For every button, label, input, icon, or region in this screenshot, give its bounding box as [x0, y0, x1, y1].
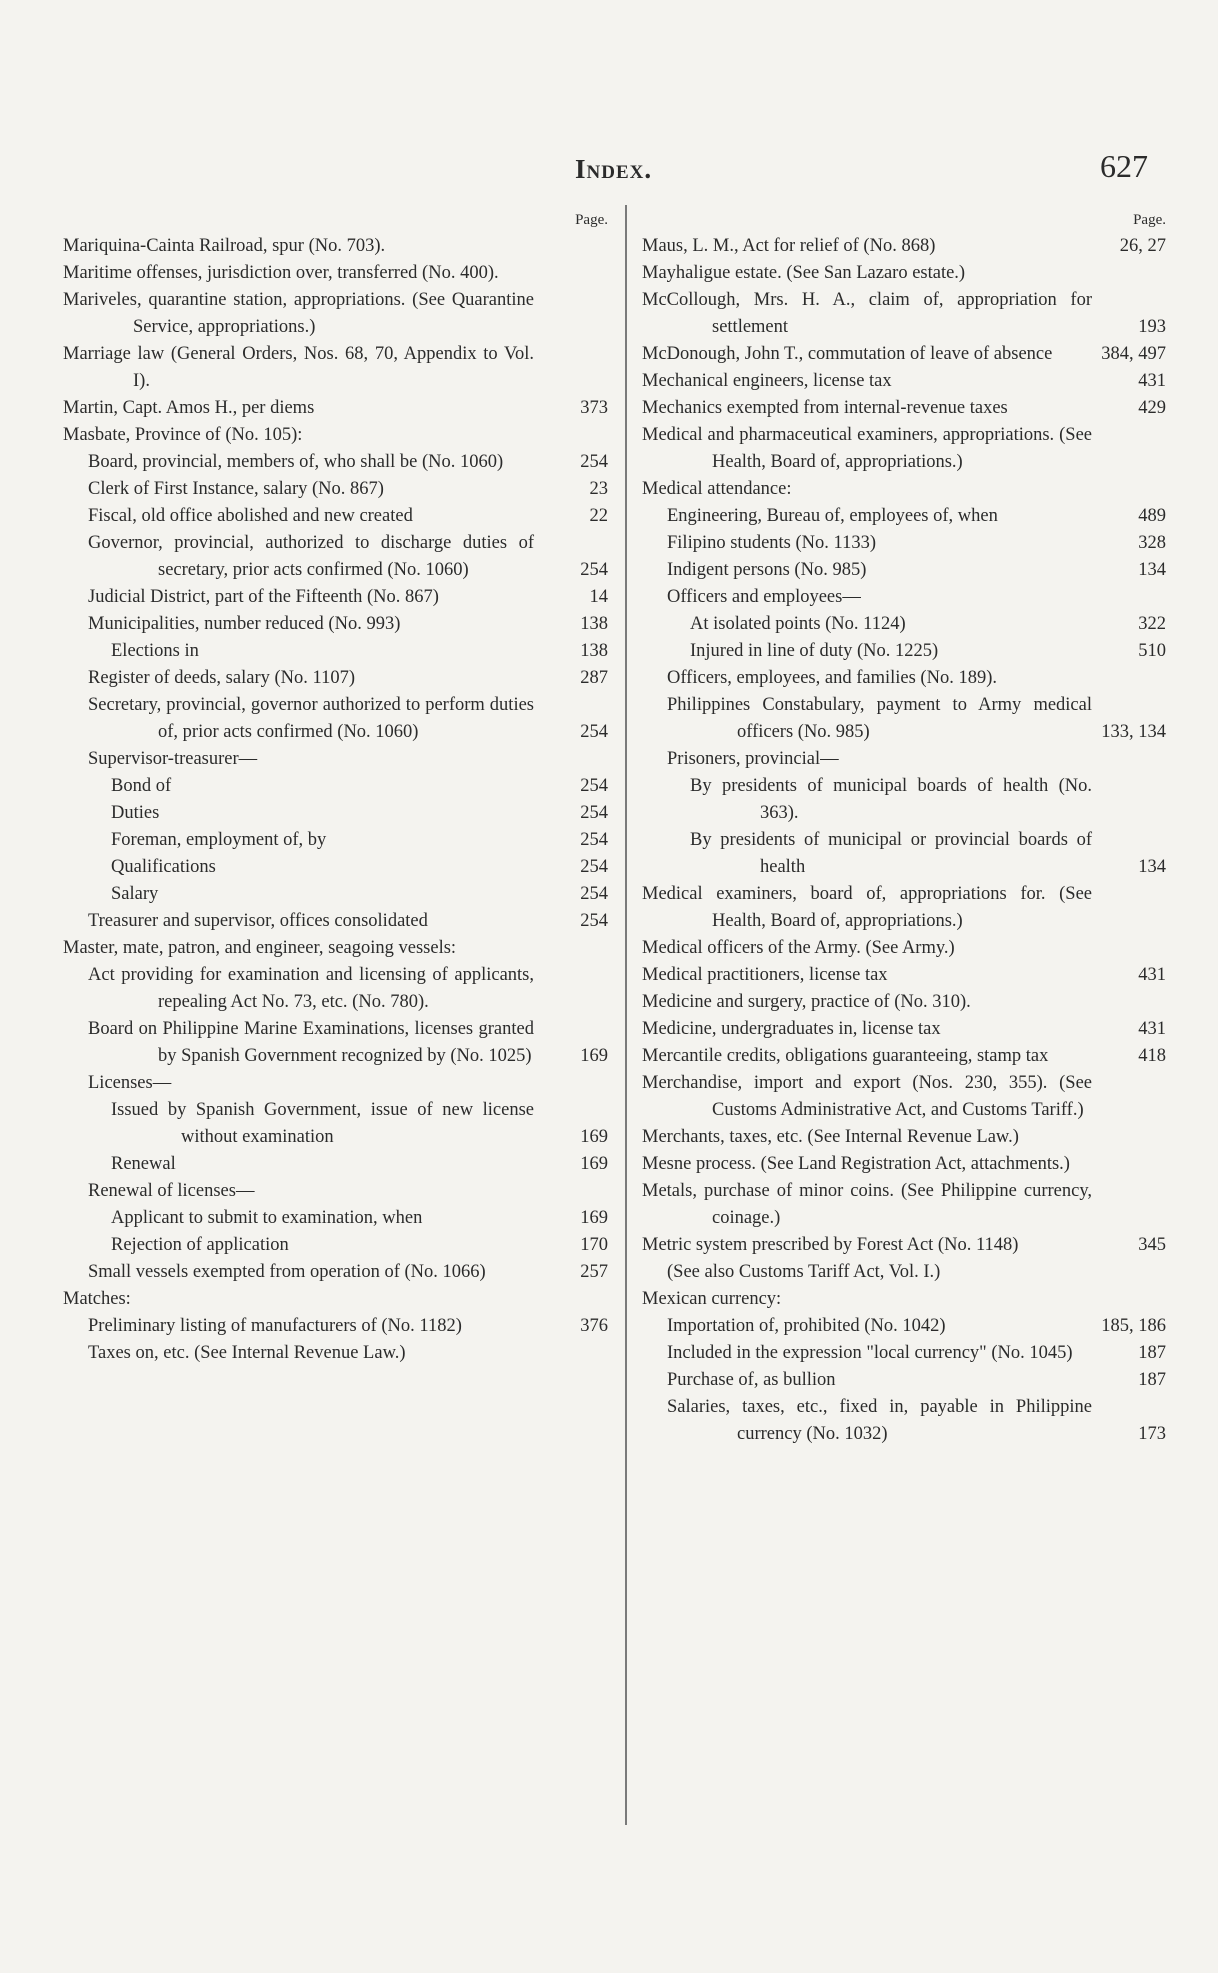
index-entry	[642, 1070, 1166, 1124]
index-entry-text: (See also Customs Tariff Act, Vol. I.)	[667, 1262, 941, 1282]
index-entry	[642, 530, 1166, 557]
index-entry-page: 254	[580, 560, 608, 580]
index-entry-page: 257	[580, 1262, 608, 1282]
index-entry-text: Municipalities, number reduced (No. 993)	[88, 614, 401, 634]
index-entry-text: Officers and employees—	[667, 587, 861, 607]
index-entry-page: 134	[1138, 857, 1166, 877]
index-entry-text: Elections in	[111, 641, 199, 661]
index-entry-text: Salaries, taxes, etc., fixed in, payable in Philippine currency (No. 1032)	[667, 1397, 1092, 1444]
index-entry	[642, 503, 1166, 530]
index-entry	[642, 1259, 1166, 1286]
index-entry	[642, 827, 1166, 881]
index-entry	[642, 233, 1166, 260]
index-entry-text: Taxes on, etc. (See Internal Revenue Law.)	[88, 1343, 406, 1363]
index-entry-text: Philippines Constabulary, payment to Army medical officers (No. 985)	[667, 695, 1092, 742]
index-entry-text: Importation of, prohibited (No. 1042)	[667, 1316, 946, 1336]
index-entry	[642, 287, 1166, 341]
index-entry-page: 134	[1138, 560, 1166, 580]
index-entry	[642, 1367, 1166, 1394]
index-entry-page: 173	[1138, 1424, 1166, 1444]
index-entry	[63, 233, 608, 260]
index-entry-text: Filipino students (No. 1133)	[667, 533, 876, 553]
index-entry-text: Duties	[111, 803, 160, 823]
index-entry-text: Act providing for examination and licensing of applicants, repealing Act No. 73, etc. (No. 780).	[88, 965, 534, 1012]
index-entry	[63, 287, 608, 341]
index-entry-text: By presidents of municipal boards of health (No. 363).	[690, 776, 1092, 823]
index-entry	[642, 476, 1166, 503]
index-entry-page: 170	[580, 1235, 608, 1255]
index-entry-page: 254	[580, 857, 608, 877]
index-entry	[63, 1178, 608, 1205]
index-entry-text: Maus, L. M., Act for relief of (No. 868)	[642, 236, 936, 256]
column-divider	[625, 205, 627, 1825]
index-entry-text: Board on Philippine Marine Examinations, licenses granted by Spanish Government recognized by (No. 1025)	[88, 1019, 534, 1066]
index-entry-page: 254	[580, 776, 608, 796]
index-entry	[63, 395, 608, 422]
index-entry-page: 376	[580, 1316, 608, 1336]
index-entry-page: 138	[580, 614, 608, 634]
index-entry-text: Clerk of First Instance, salary (No. 867)	[88, 479, 384, 499]
index-entry	[63, 773, 608, 800]
index-entry-page: 418	[1138, 1046, 1166, 1066]
index-entry	[642, 935, 1166, 962]
index-entry-text: Fiscal, old office abolished and new created	[88, 506, 413, 526]
index-entry-text: At isolated points (No. 1124)	[690, 614, 906, 634]
page-title: Index.	[575, 154, 653, 184]
index-entry	[63, 260, 608, 287]
index-entry	[63, 665, 608, 692]
index-entry-page: 373	[580, 398, 608, 418]
index-entry-text: Medical and pharmaceutical examiners, appropriations. (See Health, Board of, appropriations.)	[642, 425, 1092, 472]
index-entry-text: Judicial District, part of the Fifteenth (No. 867)	[88, 587, 439, 607]
index-entry	[642, 692, 1166, 746]
index-entry-text: Marriage law (General Orders, Nos. 68, 70, Appendix to Vol. I).	[63, 344, 534, 391]
index-entry	[642, 395, 1166, 422]
index-entry	[63, 827, 608, 854]
index-entry	[63, 584, 608, 611]
index-entry-text: Metric system prescribed by Forest Act (No. 1148)	[642, 1235, 1019, 1255]
index-entry-text: Metals, purchase of minor coins. (See Philippine currency, coinage.)	[642, 1181, 1092, 1228]
index-entry-page: 193	[1138, 317, 1166, 337]
index-entry	[63, 1232, 608, 1259]
index-entry	[63, 908, 608, 935]
index-entry-page: 23	[589, 479, 608, 499]
index-entry	[642, 1313, 1166, 1340]
index-entry-text: Secretary, provincial, governor authorized to perform duties of, prior acts confirmed (No. 1060)	[88, 695, 534, 742]
index-entry	[63, 530, 608, 584]
index-entry-page: 287	[580, 668, 608, 688]
index-entry-text: McCollough, Mrs. H. A., claim of, appropriation for settlement	[642, 290, 1092, 337]
index-entry-page: 328	[1138, 533, 1166, 553]
index-entry	[63, 638, 608, 665]
index-entry-text: Preliminary listing of manufacturers of (No. 1182)	[88, 1316, 462, 1336]
index-entry	[642, 989, 1166, 1016]
index-entry-text: Martin, Capt. Amos H., per diems	[63, 398, 315, 418]
index-entry-page: 431	[1138, 371, 1166, 391]
index-entry	[642, 962, 1166, 989]
index-entry-page: 14	[589, 587, 608, 607]
index-entry	[642, 584, 1166, 611]
index-entry-page: 254	[580, 803, 608, 823]
index-entry-text: By presidents of municipal or provincial boards of health	[690, 830, 1092, 877]
index-entry-text: Renewal	[111, 1154, 176, 1174]
index-entry	[63, 341, 608, 395]
index-entry-page: 22	[589, 506, 608, 526]
index-entry-text: Treasurer and supervisor, offices consolidated	[88, 911, 428, 931]
index-entry	[63, 746, 608, 773]
index-entry-text: Medical practitioners, license tax	[642, 965, 888, 985]
index-entry	[63, 962, 608, 1016]
index-entry-text: Foreman, employment of, by	[111, 830, 327, 850]
index-entry	[642, 881, 1166, 935]
index-entry-page: 254	[580, 722, 608, 742]
index-entry-text: Maritime offenses, jurisdiction over, transferred (No. 400).	[63, 263, 499, 283]
index-entry-text: Licenses—	[88, 1073, 172, 1093]
index-entry-page: 489	[1138, 506, 1166, 526]
index-entry-text: Bond of	[111, 776, 172, 796]
index-entry-page: 169	[580, 1127, 608, 1147]
index-entry-page: 254	[580, 452, 608, 472]
index-entry	[63, 449, 608, 476]
index-entry-page: 254	[580, 830, 608, 850]
index-entry-text: Officers, employees, and families (No. 189).	[667, 668, 997, 688]
index-entry-text: Rejection of application	[111, 1235, 289, 1255]
index-entry	[642, 260, 1166, 287]
index-entry-page: 345	[1138, 1235, 1166, 1255]
index-entry	[63, 611, 608, 638]
index-entry-text: Mechanical engineers, license tax	[642, 371, 892, 391]
index-entry-text: Medicine, undergraduates in, license tax	[642, 1019, 941, 1039]
index-entry	[642, 1124, 1166, 1151]
index-entry	[642, 638, 1166, 665]
index-entry	[642, 665, 1166, 692]
index-entry-text: Mariquina-Cainta Railroad, spur (No. 703).	[63, 236, 386, 256]
index-entry	[642, 611, 1166, 638]
page-header	[0, 148, 1218, 188]
index-entry-text: Medicine and surgery, practice of (No. 310).	[642, 992, 971, 1012]
index-entry-page: 138	[580, 641, 608, 661]
index-entry-text: Mechanics exempted from internal-revenue taxes	[642, 398, 1008, 418]
index-entry	[63, 1313, 608, 1340]
index-entry-page: 254	[580, 884, 608, 904]
index-entry-page: 185, 186	[1101, 1316, 1166, 1336]
index-entry	[63, 476, 608, 503]
index-entry-text: Small vessels exempted from operation of (No. 1066)	[88, 1262, 486, 1282]
index-entry-text: Mexican currency:	[642, 1289, 782, 1309]
index-entry	[642, 1178, 1166, 1232]
index-entry-page: 187	[1138, 1370, 1166, 1390]
index-entry-text: Engineering, Bureau of, employees of, when	[667, 506, 998, 526]
index-entry	[642, 341, 1166, 368]
page-column-label: Page.	[575, 212, 608, 228]
page-column-label: Page.	[1133, 212, 1166, 228]
index-entry	[63, 854, 608, 881]
index-entry	[642, 746, 1166, 773]
index-entry	[63, 800, 608, 827]
index-column-left	[63, 210, 608, 1367]
index-entry-text: Mercantile credits, obligations guaranteeing, stamp tax	[642, 1046, 1049, 1066]
index-entry-text: Salary	[111, 884, 159, 904]
index-entry	[63, 1340, 608, 1367]
index-entry	[642, 422, 1166, 476]
index-entry	[642, 1016, 1166, 1043]
index-entry-text: Merchants, taxes, etc. (See Internal Revenue Law.)	[642, 1127, 1019, 1147]
index-entry-page: 169	[580, 1208, 608, 1228]
index-entry-page: 254	[580, 911, 608, 931]
index-entry	[63, 1205, 608, 1232]
index-entry-text: Merchandise, import and export (Nos. 230, 355). (See Customs Administrative Act, and Customs Tariff.)	[642, 1073, 1092, 1120]
index-entry	[63, 1097, 608, 1151]
index-entry-text: Board, provincial, members of, who shall be (No. 1060)	[88, 452, 504, 472]
index-entry-page: 431	[1138, 1019, 1166, 1039]
index-entry-text: Mayhaligue estate. (See San Lazaro estate.)	[642, 263, 966, 283]
index-entry	[63, 935, 608, 962]
index-entry	[642, 368, 1166, 395]
index-entry-page: 26, 27	[1119, 236, 1166, 256]
page-number: 627	[1100, 148, 1148, 184]
index-entry	[642, 1340, 1166, 1367]
index-entry-text: McDonough, John T., commutation of leave of absence	[642, 344, 1053, 364]
index-entry-text: Qualifications	[111, 857, 216, 877]
index-entry	[642, 773, 1166, 827]
index-entry-text: Renewal of licenses—	[88, 1181, 255, 1201]
index-entry	[63, 1286, 608, 1313]
index-entry	[642, 1151, 1166, 1178]
index-entry-text: Injured in line of duty (No. 1225)	[690, 641, 939, 661]
index-entry-page: 429	[1138, 398, 1166, 418]
index-entry-text: Applicant to submit to examination, when	[111, 1208, 423, 1228]
index-entry	[63, 881, 608, 908]
index-entry	[642, 1394, 1166, 1448]
index-entry-page: 169	[580, 1046, 608, 1066]
index-entry	[63, 1070, 608, 1097]
index-entry-text: Matches:	[63, 1289, 131, 1309]
index-entry-text: Prisoners, provincial—	[667, 749, 839, 769]
index-entry-page: 384, 497	[1101, 344, 1166, 364]
index-entry-text: Master, mate, patron, and engineer, seagoing vessels:	[63, 938, 457, 958]
index-entry-text: Governor, provincial, authorized to discharge duties of secretary, prior acts confirmed (No. 1060)	[88, 533, 534, 580]
index-entry	[63, 692, 608, 746]
index-entry-text: Medical examiners, board of, appropriations for. (See Health, Board of, appropriations.)	[642, 884, 1092, 931]
index-entry	[63, 1016, 608, 1070]
index-entry-page: 431	[1138, 965, 1166, 985]
index-entry-page: 322	[1138, 614, 1166, 634]
index-entry	[63, 422, 608, 449]
index-entry-page: 510	[1138, 641, 1166, 661]
index-entry-text: Purchase of, as bullion	[667, 1370, 836, 1390]
index-entry-text: Medical attendance:	[642, 479, 792, 499]
index-entry-text: Included in the expression "local currency" (No. 1045)	[667, 1343, 1073, 1363]
index-entry-text: Mariveles, quarantine station, appropriations. (See Quarantine Service, appropriations.)	[63, 290, 534, 337]
index-entry-page: 133, 134	[1101, 722, 1166, 742]
index-entry-text: Indigent persons (No. 985)	[667, 560, 867, 580]
index-entry	[642, 1286, 1166, 1313]
index-entry	[642, 557, 1166, 584]
index-entry-text: Issued by Spanish Government, issue of new license without examination	[111, 1100, 534, 1147]
index-entry	[63, 1151, 608, 1178]
index-entry-text: Masbate, Province of (No. 105):	[63, 425, 303, 445]
index-entry-text: Mesne process. (See Land Registration Act, attachments.)	[642, 1154, 1070, 1174]
index-entry-text: Supervisor-treasurer—	[88, 749, 258, 769]
index-entry	[642, 1232, 1166, 1259]
index-entry	[63, 1259, 608, 1286]
index-entry-page: 187	[1138, 1343, 1166, 1363]
index-entry-text: Register of deeds, salary (No. 1107)	[88, 668, 355, 688]
index-column-right	[642, 210, 1166, 1448]
index-entry	[63, 503, 608, 530]
index-entry-text: Medical officers of the Army. (See Army.)	[642, 938, 955, 958]
index-entry-page: 169	[580, 1154, 608, 1174]
index-entry	[642, 1043, 1166, 1070]
